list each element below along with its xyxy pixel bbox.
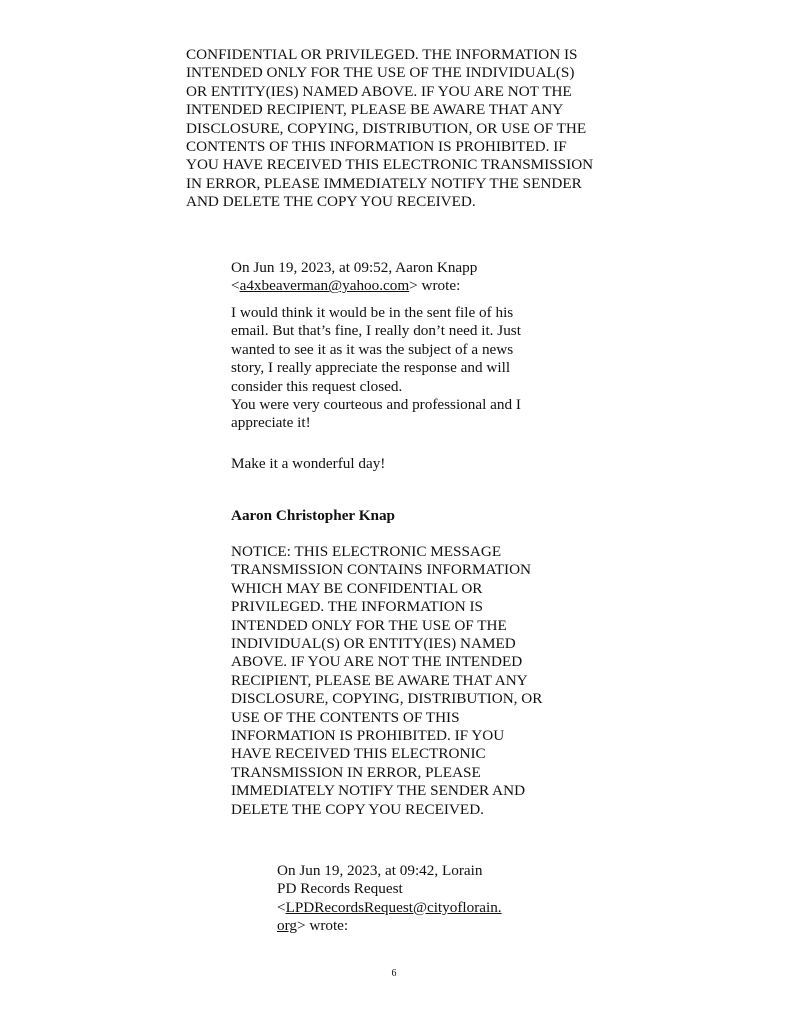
- wrote-label: > wrote:: [296, 917, 349, 935]
- reply-header-line: On Jun 19, 2023, at 09:52, Aaron Knapp: [231, 259, 478, 276]
- reply-header-aaron: [231, 259, 651, 296]
- message-body: I would think it would be in the sent file of his email. But that’s fine, I really don’t need it. Just wanted to see it as it was the subject of a news story, I really appreciate the response and will consider this request closed. You were very courteous and professional and I appreciate it!: [231, 304, 521, 432]
- records-email-link[interactable]: LPDRecordsRequest@cityoflorain.: [285, 898, 502, 916]
- email-open-bracket: <: [277, 898, 286, 916]
- confidentiality-notice-top: CONFIDENTIAL OR PRIVILEGED. THE INFORMATION IS INTENDED ONLY FOR THE USE OF THE INDIVIDUAL(S) OR ENTITY(IES) NAMED ABOVE. IF YOU ARE NOT THE INTENDED RECIPIENT, PLEASE BE AWARE THAT ANY DISCLOSURE, COPYING, DISTRIBUTION, OR USE OF THE CONTENTS OF THIS INFORMATION IS PROHIBITED. IF YOU HAVE RECEIVED THIS ELECTRONIC TRANSMISSION IN ERROR, PLEASE IMMEDIATELY NOTIFY THE SENDER AND DELETE THE COPY YOU RECEIVED.: [186, 46, 594, 211]
- sender-email-link[interactable]: a4xbeaverman@yahoo.com: [239, 277, 410, 295]
- reply-header-line: PD Records Request: [277, 880, 403, 898]
- reply-header-lorain: [277, 862, 577, 936]
- confidentiality-notice: NOTICE: THIS ELECTRONIC MESSAGE TRANSMISSION CONTAINS INFORMATION WHICH MAY BE CONFIDENTIAL OR PRIVILEGED. THE INFORMATION IS INTENDED ONLY FOR THE USE OF THE INDIVIDUAL(S) OR ENTITY(IES) NAMED ABOVE. IF YOU ARE NOT THE INTENDED RECIPIENT, PLEASE BE AWARE THAT ANY DISCLOSURE, COPYING, DISTRIBUTION, OR USE OF THE CONTENTS OF THIS INFORMATION IS PROHIBITED. IF YOU HAVE RECEIVED THIS ELECTRONIC TRANSMISSION IN ERROR, PLEASE IMMEDIATELY NOTIFY THE SENDER AND DELETE THE COPY YOU RECEIVED.: [231, 543, 543, 818]
- email-open-bracket: <: [231, 277, 240, 295]
- wrote-label: > wrote:: [409, 277, 461, 295]
- records-email-link-continued[interactable]: org: [277, 917, 297, 935]
- sign-off-line: Make it a wonderful day!: [231, 455, 386, 472]
- reply-header-line: On Jun 19, 2023, at 09:42, Lorain: [277, 862, 483, 879]
- signature-name: Aaron Christopher Knap: [231, 507, 395, 524]
- page-number: 6: [391, 968, 397, 979]
